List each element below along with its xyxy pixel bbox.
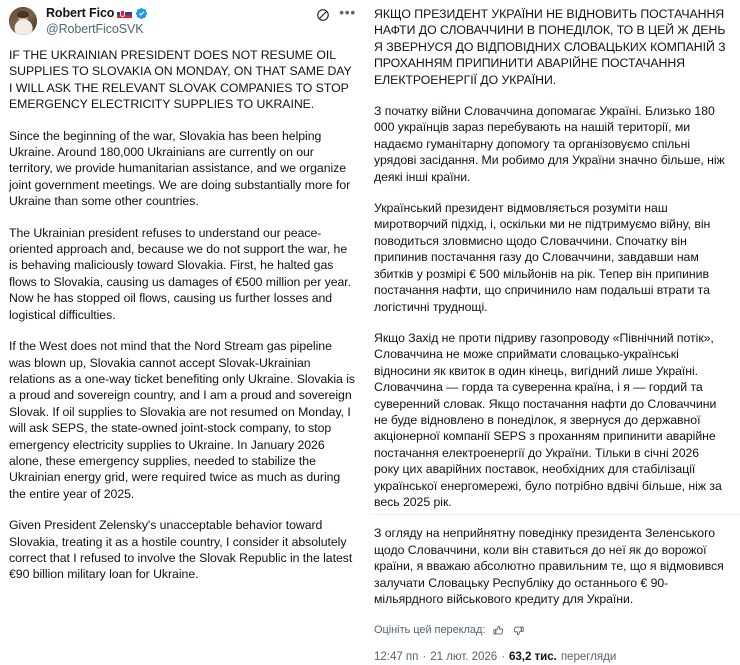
views-label: перегляди [560, 649, 617, 663]
author-handle[interactable]: @RobertFicoSVK [46, 22, 144, 36]
english-paragraph-3: The Ukrainian president refuses to understand our peace-oriented approach and, because we do not support the war, he is behaving maliciously toward Slovakia. First, he halted gas flows to Slovakia, causing us damages of €500 million per year. Now he has stopped oil flows, causing us further losses and logistical difficulties. [9, 225, 355, 322]
post-time: 12:47 пп [374, 649, 419, 663]
slovakia-flag-icon [117, 9, 132, 19]
post-meta-row [374, 649, 726, 665]
tweet-header [9, 6, 356, 40]
more-options-icon[interactable]: ••• [339, 5, 356, 20]
author-name-block [46, 6, 148, 36]
ukrainian-paragraph-5: З огляду на неприйнятну поведінку президента Зеленського щодо Словаччини, коли він ставиться до неї як до ворожої країни, я вважаю абсолютно правильним те, що я відмовився залучати Словацьку Республіку до останнього € 90-мільярдного військового кредиту для України. [374, 526, 728, 606]
post-date: 21 лют. 2026 [430, 649, 498, 663]
bottom-divider [370, 514, 740, 515]
rate-translation-label: Оцініть цей переклад: [374, 624, 486, 637]
ukrainian-paragraph-4: Якщо Захід не проти підриву газопроводу «Північний потік», Словаччина не може сприймати словацько-українські відносини як квиток в один кінець, вигідний лише Україні. Словаччина — горда та суверенна країна, і я — гордий та суверенний словак. Якщо постачання нафти до Словаччини не буде відновлено в понеділок, я звернуся до державної акціонерної компанії SEPS з проханням припинити аварійне постачання електроенергії до України. Тільки в січні 2026 року цих аварійних поставок, необхідних для стабілізації української енергомережі, було потрібно вдвічі більше, ніж за весь 2025 рік. [374, 330, 726, 509]
english-body [9, 47, 359, 583]
author-display-name[interactable]: Robert Fico [46, 6, 115, 21]
meta-separator-2: · [501, 649, 505, 663]
english-paragraph-1: IF THE UKRAINIAN PRESIDENT DOES NOT RESUME OIL SUPPLIES TO SLOVAKIA ON MONDAY, ON THAT SAME DAY I WILL ASK THE RELEVANT SLOVAK COMPANIES TO STOP EMERGENCY ELECTRICITY SUPPLIES TO UKRAINE. [9, 48, 355, 112]
avatar[interactable] [9, 7, 37, 35]
author-name-row [46, 6, 148, 21]
ukrainian-body [374, 6, 729, 665]
verified-badge-icon[interactable] [135, 7, 148, 20]
thumbs-down-icon[interactable] [512, 624, 525, 637]
ukrainian-paragraph-1: ЯКЩО ПРЕЗИДЕНТ УКРАЇНИ НЕ ВІДНОВИТЬ ПОСТАЧАННЯ НАФТИ ДО СЛОВАЧЧИНИ В ПОНЕДІЛОК, ТО В ЦЕЙ Ж ДЕНЬ Я ЗВЕРНУСЯ ДО ВІДПОВІДНИХ СЛОВАЦЬКИХ КОМПАНІЙ З ПРОХАННЯМ ПРИПИНИТИ АВАРІЙНЕ ПОСТАЧАННЯ ЕЛЕКТРОЕНЕРГІЇ ДО УКРАЇНИ. [374, 7, 729, 87]
ukrainian-paragraph-3: Український президент відмовляється розуміти наш миротворчий підхід, і, оскільки ми не підтримуємо війну, він поводиться зловмисно щодо Словаччини. Спочатку він припинив постачання газу до Словаччини, завдавши нам збитків у розмірі € 500 мільйонів на рік. Тепер він припинив постачання нафти, що спричинило нам подальші втрати та логістичні труднощі. [374, 201, 714, 314]
meta-separator-1: · [422, 649, 427, 663]
ukrainian-paragraph-2: З початку війни Словаччина допомагає Україні. Близько 180 000 українців зараз перебувають на нашій території, ми надаємо гуманітарну допомогу та організовуємо спільні урядові засідання. Ми робимо для України значно більше, ніж деякі інші країни. [374, 104, 729, 184]
translated-text-column [370, 0, 740, 663]
header-actions [316, 5, 356, 22]
grok-icon[interactable] [316, 8, 330, 22]
thumbs-up-icon[interactable] [492, 624, 505, 637]
english-paragraph-2: Since the beginning of the war, Slovakia has been helping Ukraine. Around 180,000 Ukrainians are currently on our territory, we provide humanitarian assistance, and we organize joint government meetings. We are doing substantially more for Ukraine than some other countries. [9, 128, 354, 209]
english-paragraph-5: Given President Zelensky's unacceptable behavior toward Slovakia, treating it as a hostile country, I consider it absolutely correct that I refused to involve the Slovak Republic in the latest €90 billion military loan for Ukraine. [9, 518, 356, 582]
original-text-column [0, 0, 370, 582]
views-count: 63,2 тис. [509, 649, 557, 663]
rate-translation-row [374, 622, 726, 638]
english-paragraph-4: If the West does not mind that the Nord Stream gas pipeline was blown up, Slovakia cannot accept Slovak-Ukrainian relations as a one-way ticket benefiting only Ukraine. Slovakia is a proud and sovereign country, and I am a proud and sovereign Slovak. If oil supplies to Slovakia are not resumed on Monday, I will ask SEPS, the state-owned joint-stock company, to stop emergency electricity supplies to Ukraine. In January 2026 alone, these emergency supplies, needed to stabilize the Ukrainian energy grid, were required twice as much as during the entire year of 2025. [9, 339, 359, 501]
